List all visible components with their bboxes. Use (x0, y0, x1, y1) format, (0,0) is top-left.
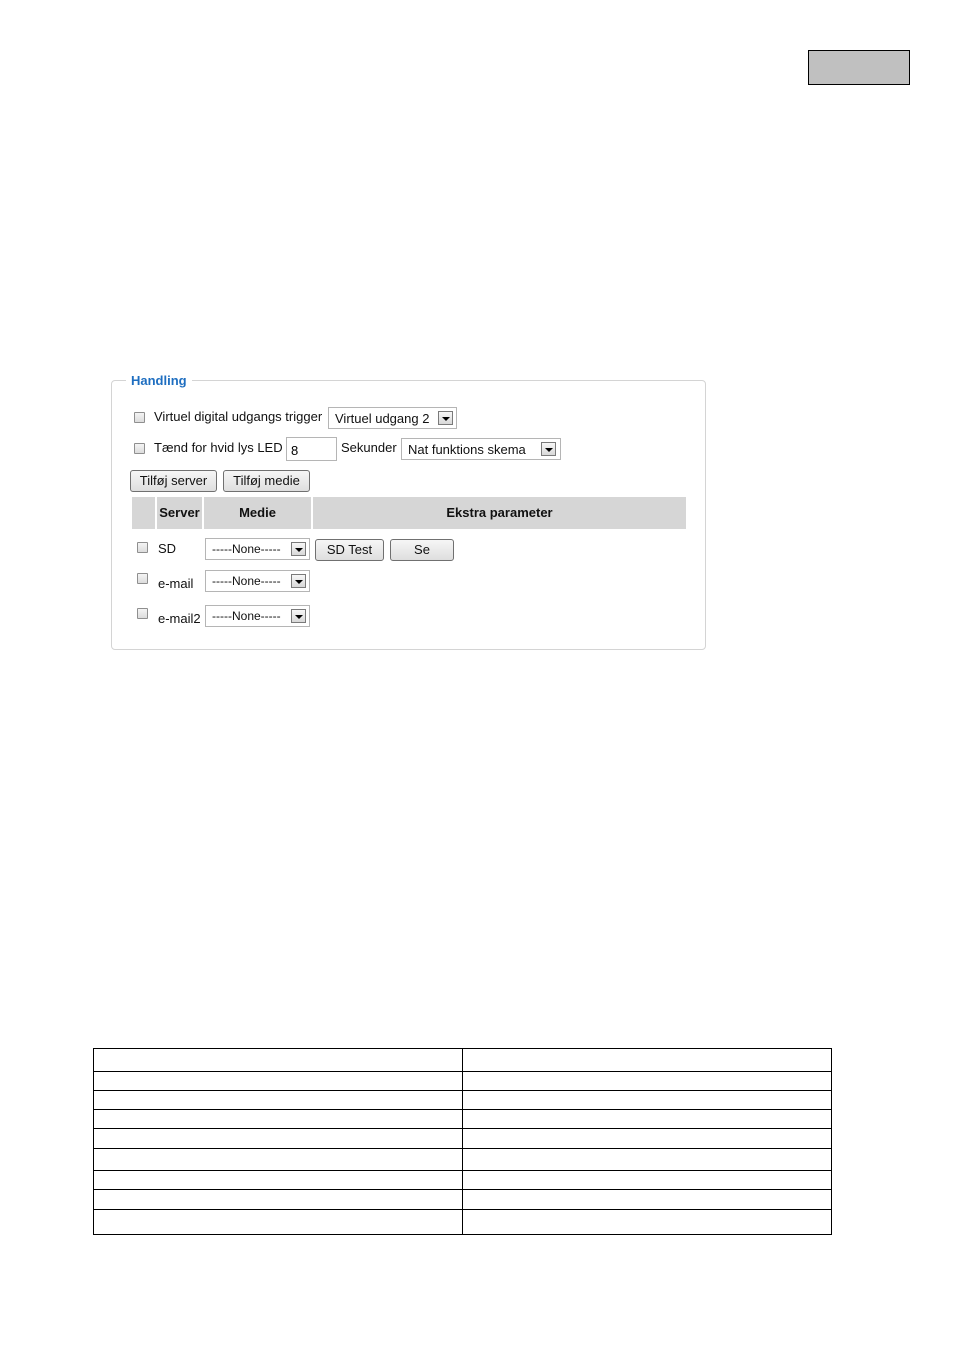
row-email2-checkbox[interactable] (137, 608, 148, 619)
table-rule (831, 1048, 832, 1235)
virtual-trigger-checkbox[interactable] (134, 412, 145, 423)
table-rule (462, 1048, 463, 1235)
chevron-down-icon[interactable] (291, 609, 306, 623)
virtual-output-select[interactable] (328, 407, 457, 429)
table-rule (93, 1048, 94, 1235)
schedule-value: Nat funktions skema (408, 442, 526, 457)
row-sd-media-select[interactable] (205, 538, 310, 560)
table-header-checkbox-col (132, 497, 155, 529)
virtual-output-value: Virtuel udgang 2 (335, 411, 430, 426)
schedule-select[interactable] (401, 438, 561, 460)
table-header-media: Medie (204, 497, 311, 529)
virtual-trigger-label: Virtuel digital udgangs trigger (154, 409, 323, 424)
row-email2-media-value: -----None----- (212, 609, 281, 623)
white-led-label: Tænd for hvid lys LED (154, 440, 283, 455)
row-email-checkbox[interactable] (137, 573, 148, 584)
add-media-button[interactable]: Tilføj medie (223, 470, 310, 492)
row-sd-checkbox[interactable] (137, 542, 148, 553)
table-header-server: Server (157, 497, 202, 529)
table-header-extra: Ekstra parameter (313, 497, 686, 529)
row-email-media-value: -----None----- (212, 574, 281, 588)
white-led-checkbox[interactable] (134, 443, 145, 454)
row-email-server: e-mail (158, 576, 194, 591)
page-tab-box (808, 50, 910, 85)
row-sd-media-value: -----None----- (212, 542, 281, 556)
led-seconds-input[interactable]: 8 (286, 437, 337, 461)
chevron-down-icon[interactable] (291, 542, 306, 556)
chevron-down-icon[interactable] (291, 574, 306, 588)
chevron-down-icon[interactable] (438, 411, 453, 425)
row-email2-media-select[interactable] (205, 605, 310, 627)
chevron-down-icon[interactable] (541, 442, 556, 456)
seconds-label: Sekunder (341, 440, 397, 455)
panel-legend: Handling (131, 373, 187, 388)
row-sd-server: SD (158, 541, 177, 556)
view-button[interactable]: Se (390, 539, 454, 561)
add-server-button[interactable]: Tilføj server (130, 470, 217, 492)
row-email2-server: e-mail2 (158, 611, 201, 626)
sd-test-button[interactable]: SD Test (315, 539, 384, 561)
row-email-media-select[interactable] (205, 570, 310, 592)
